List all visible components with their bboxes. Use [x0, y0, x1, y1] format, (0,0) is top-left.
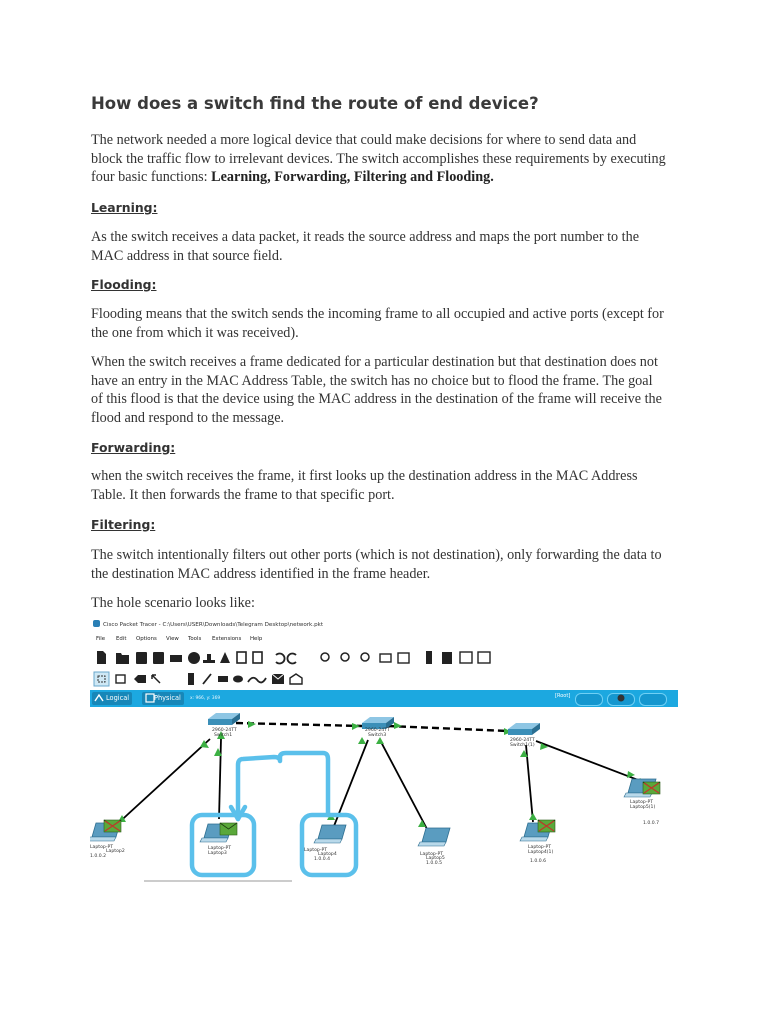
laptop-3-model: Laptop-PT — [208, 846, 232, 851]
forwarding-paragraph — [91, 467, 691, 504]
learning-line-1: As the switch receives a data packet, it reads the source address and maps the port number to the — [91, 229, 639, 245]
switch-1-name: Switch1 — [214, 733, 233, 738]
custom-device-icon[interactable] — [398, 653, 409, 663]
save-icon[interactable] — [136, 652, 147, 664]
flooding-line-5: of this flood is that the device using the MAC address in the destination of the frame will receive the — [91, 391, 662, 408]
drawing-toolbar — [90, 670, 678, 690]
open-folder-icon[interactable] — [116, 653, 129, 664]
switch-1-1-model: 2960-24TT — [510, 738, 535, 743]
pdu-list-icon[interactable] — [442, 652, 452, 664]
switch-3-name: Switch3 — [368, 733, 387, 738]
flooding-paragraph-1 — [91, 305, 691, 342]
menu-bar — [90, 633, 678, 645]
packet-tracer-app-icon — [93, 620, 100, 627]
pdu-envelope-laptop2 — [104, 820, 121, 832]
link-switch3-switch1-1 — [388, 726, 508, 731]
forwarding-line-2: Table. It then forwards the frame to that specific port. — [91, 486, 395, 503]
delete-tool-icon[interactable] — [134, 675, 146, 683]
laptop-4-model: Laptop-PT — [304, 848, 328, 853]
link-switch3-laptop5 — [380, 740, 427, 829]
horizontal-scrollbar[interactable] — [144, 880, 292, 882]
pdu-envelope-laptop4-1 — [538, 820, 555, 832]
note-tool-icon[interactable] — [188, 673, 194, 685]
activity-wizard-icon[interactable] — [203, 654, 215, 663]
laptop-5-ip: 1.0.0.5 — [426, 861, 443, 866]
cluster-icon[interactable] — [460, 652, 472, 663]
flooding-line-4: have an entry in the MAC Address Table, the switch has no choice but to flood the frame. The goal — [91, 372, 653, 389]
laptop-5-1-ip: 1.0.0.7 — [643, 821, 660, 826]
forwarding-line-1: when the switch receives the frame, it first looks up the destination address in the MAC Address — [91, 468, 638, 484]
menu-help[interactable]: Help — [250, 636, 263, 642]
flooding-paragraph-2 — [91, 353, 691, 427]
new-file-icon[interactable] — [97, 651, 106, 664]
freeform-tool-icon[interactable] — [248, 678, 266, 683]
filtering-line-2: the destination MAC address identified in the frame header. — [91, 565, 431, 582]
print-icon[interactable] — [170, 655, 182, 662]
closing-line: The hole scenario looks like: — [91, 595, 255, 611]
laptop-2-name: Laptop2 — [106, 849, 125, 854]
laptop-2-ip: 1.0.0.2 — [90, 854, 107, 859]
laptop-5-1-name: Laptop5(1) — [630, 805, 656, 810]
window-title: Cisco Packet Tracer - C:\Users\USER\Downloads\Telegram Desktop\network.pkt — [103, 622, 324, 628]
pdu-envelope-laptop3 — [220, 823, 237, 835]
flooding-line-2: the one from which it was received). — [91, 324, 299, 341]
laptop-2-model: Laptop-PT — [90, 845, 114, 850]
navigation-button[interactable] — [575, 693, 603, 706]
undo-icon[interactable] — [276, 654, 285, 664]
laptop-4-ip: 1.0.0.4 — [314, 857, 331, 862]
laptop-3-name: Laptop3 — [208, 851, 227, 856]
network-topology — [90, 707, 678, 882]
set-tiled-background-button[interactable] — [639, 693, 667, 706]
main-toolbar — [90, 646, 678, 668]
link-switch1-laptop2 — [114, 739, 210, 827]
laptop-5-name: Laptop5 — [426, 856, 445, 861]
filtering-paragraph — [91, 546, 691, 583]
heading-forwarding: Forwarding: — [91, 440, 176, 455]
inspect-tool-icon[interactable] — [116, 675, 125, 683]
flooding-line-6: flood and respond to the message. — [91, 409, 285, 426]
intro-line-1: The network needed a more logical device that could make decisions for where to send data and — [91, 132, 637, 148]
image-icon[interactable] — [478, 652, 490, 663]
laptop-5-1-model: Laptop-PT — [630, 800, 654, 805]
copy-icon[interactable] — [237, 652, 246, 663]
learning-paragraph — [91, 228, 691, 265]
switch-1-1[interactable] — [508, 723, 540, 748]
heading-learning: Learning: — [91, 200, 158, 215]
line-tool-icon[interactable] — [203, 674, 211, 684]
zoom-in-icon[interactable] — [321, 653, 329, 661]
intro-line-2: block the traffic flow to irrelevant devices. The switch accomplishes these requirements by executing — [91, 150, 666, 167]
network-canvas[interactable] — [90, 707, 678, 882]
network-info-icon[interactable] — [220, 652, 230, 663]
flooding-line-1: Flooding means that the switch sends the incoming frame to all occupied and active ports (except for — [91, 306, 664, 322]
menu-options[interactable]: Options — [136, 636, 157, 642]
zoom-reset-icon[interactable] — [341, 653, 349, 661]
switch-1-model: 2960-24TT — [212, 728, 237, 733]
menu-file[interactable]: File — [96, 636, 106, 642]
intro-line-3-text: four basic functions: — [91, 169, 212, 186]
flooding-line-3: When the switch receives a frame dedicated for a particular destination but that destination does not — [91, 354, 658, 370]
menu-extensions[interactable]: Extensions — [212, 636, 242, 642]
physical-tab-label: Physical — [154, 694, 181, 702]
laptop-4-1-ip: 1.0.0.6 — [530, 859, 547, 864]
laptop-5-model: Laptop-PT — [420, 852, 444, 857]
switch-3[interactable] — [362, 717, 394, 738]
save-as-icon[interactable] — [153, 652, 164, 664]
workspace-tab-bar — [90, 690, 678, 707]
switch-1[interactable] — [208, 713, 240, 738]
physical-view-icon — [145, 693, 155, 703]
viewport-icon — [616, 693, 626, 703]
laptop-4[interactable] — [304, 825, 346, 862]
intro-bold-functions: Learning, Forwarding, Filtering and Flooding. — [211, 169, 494, 186]
heading-filtering: Filtering: — [91, 517, 156, 532]
ellipse-tool-icon[interactable] — [233, 676, 243, 683]
annotation-circle-laptop4 — [302, 815, 356, 875]
root-label: [Root] — [555, 693, 571, 699]
annotation-path-arrow — [238, 753, 328, 819]
resize-tool-icon[interactable] — [152, 675, 160, 683]
logical-tab-label: Logical — [106, 694, 130, 702]
device-list-icon[interactable] — [426, 651, 432, 664]
add-complex-pdu-icon[interactable] — [290, 674, 302, 684]
article-title: How does a switch find the route of end device? — [91, 94, 539, 113]
pdu-envelope-laptop5-1 — [643, 782, 660, 794]
menu-edit[interactable]: Edit — [116, 636, 127, 642]
intro-paragraph — [91, 131, 691, 187]
logical-view-icon — [94, 693, 104, 703]
menu-view[interactable]: View — [166, 636, 179, 642]
redo-icon[interactable] — [287, 654, 296, 664]
laptop-4-1-model: Laptop-PT — [528, 845, 552, 850]
heading-flooding: Flooding: — [91, 277, 157, 292]
intro-line-3 — [91, 168, 691, 187]
laptop-4-name: Laptop4 — [318, 852, 337, 857]
menu-tools[interactable]: Tools — [188, 636, 202, 642]
switch-3-model: 2960-24TT — [365, 728, 390, 733]
drawing-palette-icon[interactable] — [380, 654, 391, 662]
learning-line-2: MAC address in that source field. — [91, 247, 283, 264]
rectangle-tool-icon[interactable] — [218, 676, 228, 682]
zoom-out-icon[interactable] — [361, 653, 369, 661]
paste-icon[interactable] — [253, 652, 262, 663]
info-icon[interactable] — [188, 652, 200, 664]
laptop-4-1-name: Laptop4(1) — [528, 850, 554, 855]
packet-tracer-screenshot — [90, 618, 678, 882]
window-titlebar — [90, 618, 678, 633]
switch-1-1-name: Switch1(1) — [510, 743, 535, 748]
cursor-coordinates: x: 966, y: 369 — [190, 696, 221, 701]
select-tool-icon[interactable] — [94, 672, 109, 686]
filtering-line-1: The switch intentionally filters out other ports (which is not destination), only forwarding the data to — [91, 547, 662, 563]
laptop-5[interactable] — [418, 828, 450, 866]
